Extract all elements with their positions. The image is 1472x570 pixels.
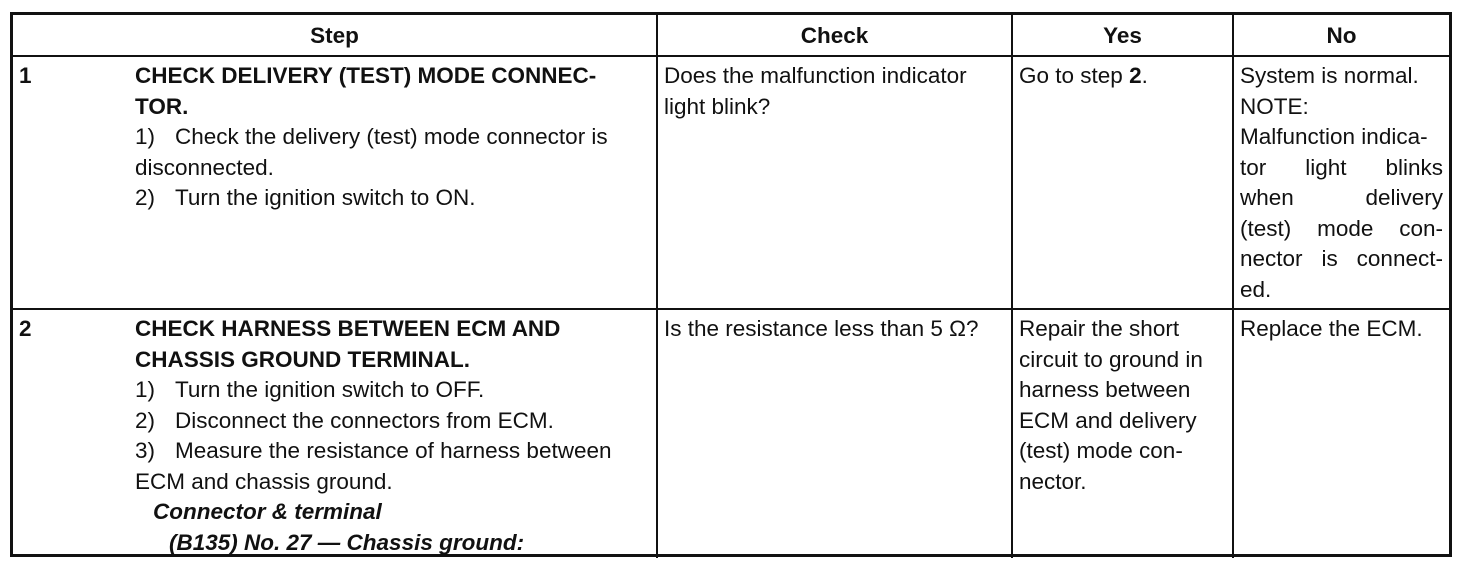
connector-label: Connector & terminal [153,499,382,524]
substep: 1) Check the delivery (test) mode connector is [135,124,608,149]
header-yes: Yes [1012,15,1233,56]
step-number: 1 [19,63,32,88]
note-justified-line: nector is connect- [1240,246,1443,271]
yes-text: Repair the short circuit to ground in harness between ECM and delivery (test) mode con- nector. [1019,316,1203,494]
step-title-line: TOR. [135,93,189,119]
substep: 3) Measure the resistance of harness between [135,438,612,463]
note-justified-line: (test) mode con- [1240,215,1443,241]
check-cell [657,309,1012,558]
step-cell [13,56,657,309]
note-justified-line: when delivery [1240,185,1443,210]
step-cell [13,309,657,558]
yes-cell [1012,309,1233,558]
diagnostic-table [10,12,1452,557]
step-title-line: CHECK DELIVERY (TEST) MODE CONNEC- [135,63,597,88]
step-reference: 2 [1129,63,1142,88]
step-body [135,310,656,558]
table-row [13,309,1449,558]
step-title-line: CHECK HARNESS BETWEEN ECM AND [135,316,561,341]
step-title-line: CHASSIS GROUND TERMINAL. [135,346,471,372]
step-number: 2 [19,316,32,341]
check-text: Is the resistance less than 5 Ω? [664,316,979,341]
header-no: No [1233,15,1449,56]
no-text: Replace the ECM. [1240,316,1423,341]
substep: disconnected. [135,154,274,180]
no-text: System is normal. NOTE: Malfunction indica- tor light blinks when delivery (test) mode con- nector is connect- ed. [1240,63,1443,302]
no-cell [1233,309,1449,558]
header-check: Check [657,15,1012,56]
check-text: Does the malfunction indicator light blink? [664,63,967,119]
substep: 1) Turn the ignition switch to OFF. [135,377,485,402]
substep: 2) Disconnect the connectors from ECM. [135,407,554,433]
header-row [13,15,1449,56]
substep: ECM and chassis ground. [135,468,393,494]
step-body [135,57,656,214]
connector-value: (B135) No. 27 — Chassis ground: [169,529,525,555]
check-cell [657,56,1012,309]
no-cell [1233,56,1449,309]
substep: 2) Turn the ignition switch to ON. [135,185,476,210]
header-step: Step [13,15,657,56]
note-justified-line: tor light blinks [1240,154,1443,180]
note-label: NOTE: [1240,93,1309,119]
yes-text: Go to step 2. [1019,63,1148,88]
table-row [13,56,1449,309]
yes-cell [1012,56,1233,309]
